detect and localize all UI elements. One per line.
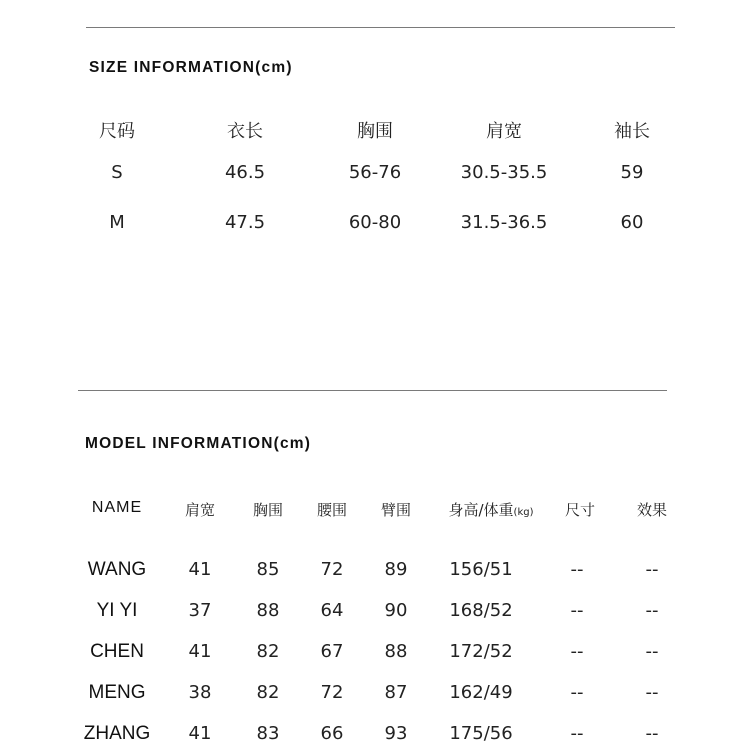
model-row-chen-height-weight: 172/52 xyxy=(449,641,513,662)
model-row-wang-name: WANG xyxy=(87,559,147,580)
model-row-meng-chest: 82 xyxy=(256,682,280,703)
model-row-yiyi-arm: 90 xyxy=(384,600,408,621)
size-row-m-sleeve: 60 xyxy=(620,212,644,233)
size-row-m-length: 47.5 xyxy=(224,212,266,233)
model-header-weight-unit: (kg) xyxy=(513,507,534,518)
model-row-meng-shoulder: 38 xyxy=(188,682,212,703)
model-row-wang-arm: 89 xyxy=(384,559,408,580)
model-row-meng-size: -- xyxy=(570,682,584,703)
model-row-yiyi-effect: -- xyxy=(645,600,659,621)
size-row-m-shoulder: 31.5-36.5 xyxy=(460,212,548,233)
model-row-zhang-waist: 66 xyxy=(320,723,344,744)
model-header-height-weight-label: 身高/体重 xyxy=(448,501,514,519)
model-row-zhang-chest: 83 xyxy=(256,723,280,744)
model-row-meng-height-weight: 162/49 xyxy=(449,682,513,703)
size-header-size: 尺码 xyxy=(99,121,135,142)
size-row-s-length: 46.5 xyxy=(224,162,266,183)
model-information-title: MODEL INFORMATION(cm) xyxy=(85,435,312,452)
model-row-zhang-name: ZHANG xyxy=(83,723,151,744)
model-row-yiyi-waist: 64 xyxy=(320,600,344,621)
model-row-meng-waist: 72 xyxy=(320,682,344,703)
size-row-s-chest: 56-76 xyxy=(348,162,402,183)
model-row-zhang-shoulder: 41 xyxy=(188,723,212,744)
size-row-s-size: S xyxy=(111,162,123,183)
size-information-title: SIZE INFORMATION(cm) xyxy=(89,59,293,76)
model-header-size: 尺寸 xyxy=(564,501,596,519)
model-row-yiyi-name: YI YI xyxy=(96,600,138,621)
model-header-shoulder: 肩宽 xyxy=(184,501,216,519)
size-row-m-chest: 60-80 xyxy=(348,212,402,233)
size-row-s-sleeve: 59 xyxy=(620,162,644,183)
model-row-chen-shoulder: 41 xyxy=(188,641,212,662)
model-header-arm: 臂围 xyxy=(380,501,412,519)
model-header-effect: 效果 xyxy=(636,501,668,519)
model-row-yiyi-chest: 88 xyxy=(256,600,280,621)
model-row-chen-waist: 67 xyxy=(320,641,344,662)
model-header-chest: 胸围 xyxy=(252,501,284,519)
model-row-zhang-height-weight: 175/56 xyxy=(449,723,513,744)
model-row-chen-effect: -- xyxy=(645,641,659,662)
size-header-shoulder: 肩宽 xyxy=(486,121,522,142)
size-header-chest: 胸围 xyxy=(357,121,393,142)
model-row-meng-effect: -- xyxy=(645,682,659,703)
model-row-wang-size: -- xyxy=(570,559,584,580)
model-row-chen-chest: 82 xyxy=(256,641,280,662)
model-header-height-weight xyxy=(448,499,533,520)
model-row-chen-size: -- xyxy=(570,641,584,662)
model-row-meng-name: MENG xyxy=(88,682,146,703)
model-row-wang-waist: 72 xyxy=(320,559,344,580)
model-row-chen-name: CHEN xyxy=(90,641,144,662)
model-row-meng-arm: 87 xyxy=(384,682,408,703)
model-row-wang-effect: -- xyxy=(645,559,659,580)
model-row-yiyi-size: -- xyxy=(570,600,584,621)
model-row-wang-height-weight: 156/51 xyxy=(449,559,513,580)
model-row-chen-arm: 88 xyxy=(384,641,408,662)
model-row-zhang-effect: -- xyxy=(645,723,659,744)
size-row-s-shoulder: 30.5-35.5 xyxy=(460,162,548,183)
model-row-yiyi-height-weight: 168/52 xyxy=(449,600,513,621)
model-row-wang-chest: 85 xyxy=(256,559,280,580)
model-header-name: NAME xyxy=(91,499,143,516)
size-row-m-size: M xyxy=(109,212,125,233)
model-row-wang-shoulder: 41 xyxy=(188,559,212,580)
top-divider xyxy=(86,27,675,28)
model-row-zhang-size: -- xyxy=(570,723,584,744)
size-header-length: 衣长 xyxy=(227,121,263,142)
model-row-zhang-arm: 93 xyxy=(384,723,408,744)
size-header-sleeve: 袖长 xyxy=(614,121,650,142)
model-row-yiyi-shoulder: 37 xyxy=(188,600,212,621)
model-header-waist: 腰围 xyxy=(316,501,348,519)
middle-divider xyxy=(78,390,667,391)
